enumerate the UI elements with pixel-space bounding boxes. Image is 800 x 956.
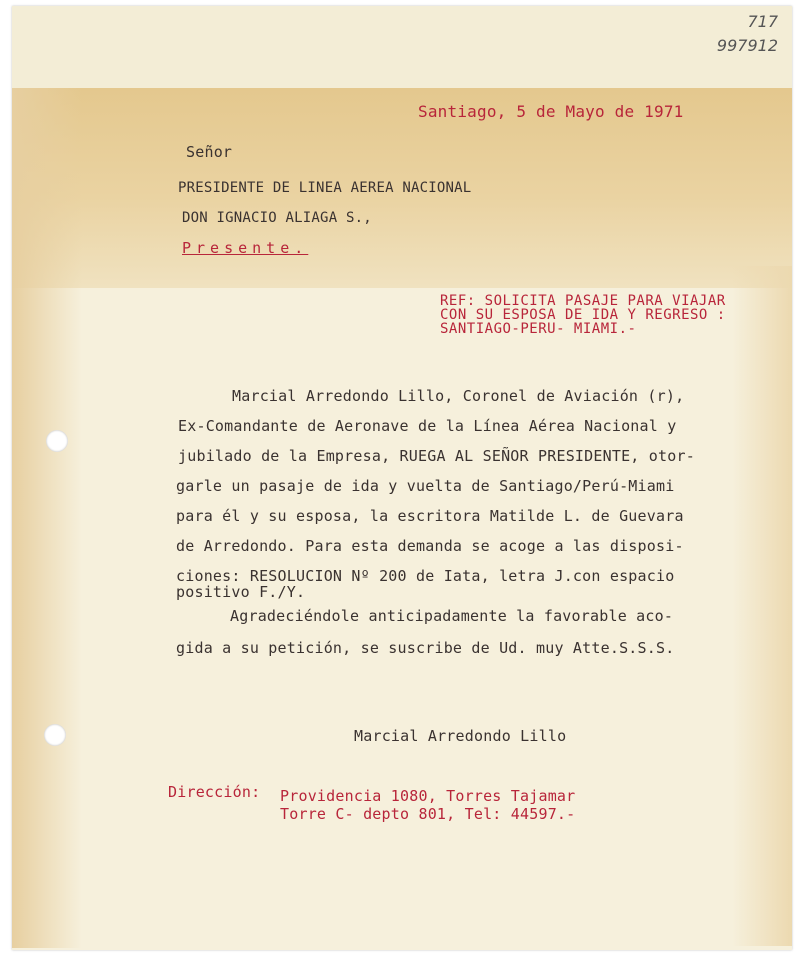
ref-line: CON SU ESPOSA DE IDA Y REGRESO : (440, 307, 726, 323)
address-label: Dirección: (168, 783, 261, 801)
body-line: garle un pasaje de ida y vuelta de Santiago/Perú-Miami (176, 477, 675, 495)
paper-stain-right (732, 266, 792, 946)
presente-line: Presente. (182, 239, 309, 257)
salutation: Señor (186, 143, 233, 161)
ref-line: REF: SOLICITA PASAJE PARA VIAJAR (440, 293, 726, 309)
body-line: Marcial Arredondo Lillo, Coronel de Aviación (r), (232, 387, 685, 405)
body-line: positivo F./Y. (176, 583, 306, 601)
punch-hole-lower (44, 724, 66, 746)
letter-date: Santiago, 5 de Mayo de 1971 (418, 102, 684, 121)
ref-line: SANTIAGO-PERU- MIAMI.- (440, 321, 637, 337)
body-line: para él y su esposa, la escritora Matilde L. de Guevara (176, 507, 684, 525)
address-line: Torre C- depto 801, Tel: 44597.- (280, 805, 576, 823)
signature-name: Marcial Arredondo Lillo (354, 727, 567, 745)
letter-sheet (12, 6, 792, 950)
catalog-number (717, 10, 778, 58)
body-line: Ex-Comandante de Aeronave de la Línea Aérea Nacional y (178, 417, 677, 435)
body-line: jubilado de la Empresa, RUEGA AL SEÑOR PRESIDENTE, otor- (178, 447, 695, 465)
body-line: de Arredondo. Para esta demanda se acoge a las disposi- (176, 537, 684, 555)
paper-top-band (12, 6, 792, 88)
catalog-number-line1: 717 (747, 12, 778, 31)
address-line: Providencia 1080, Torres Tajamar (280, 787, 576, 805)
body-line: gida a su petición, se suscribe de Ud. muy Atte.S.S.S. (176, 639, 675, 657)
recipient-name: DON IGNACIO ALIAGA S., (182, 210, 372, 226)
body-line: Agradeciéndole anticipadamente la favorable aco- (230, 607, 674, 625)
punch-hole-upper (46, 430, 68, 452)
recipient-title: PRESIDENTE DE LINEA AEREA NACIONAL (178, 180, 472, 196)
catalog-number-line2: 997912 (716, 36, 778, 55)
paper-stain-left (12, 88, 82, 948)
body-line: ciones: RESOLUCION Nº 200 de Iata, letra J.con espacio (176, 567, 675, 585)
